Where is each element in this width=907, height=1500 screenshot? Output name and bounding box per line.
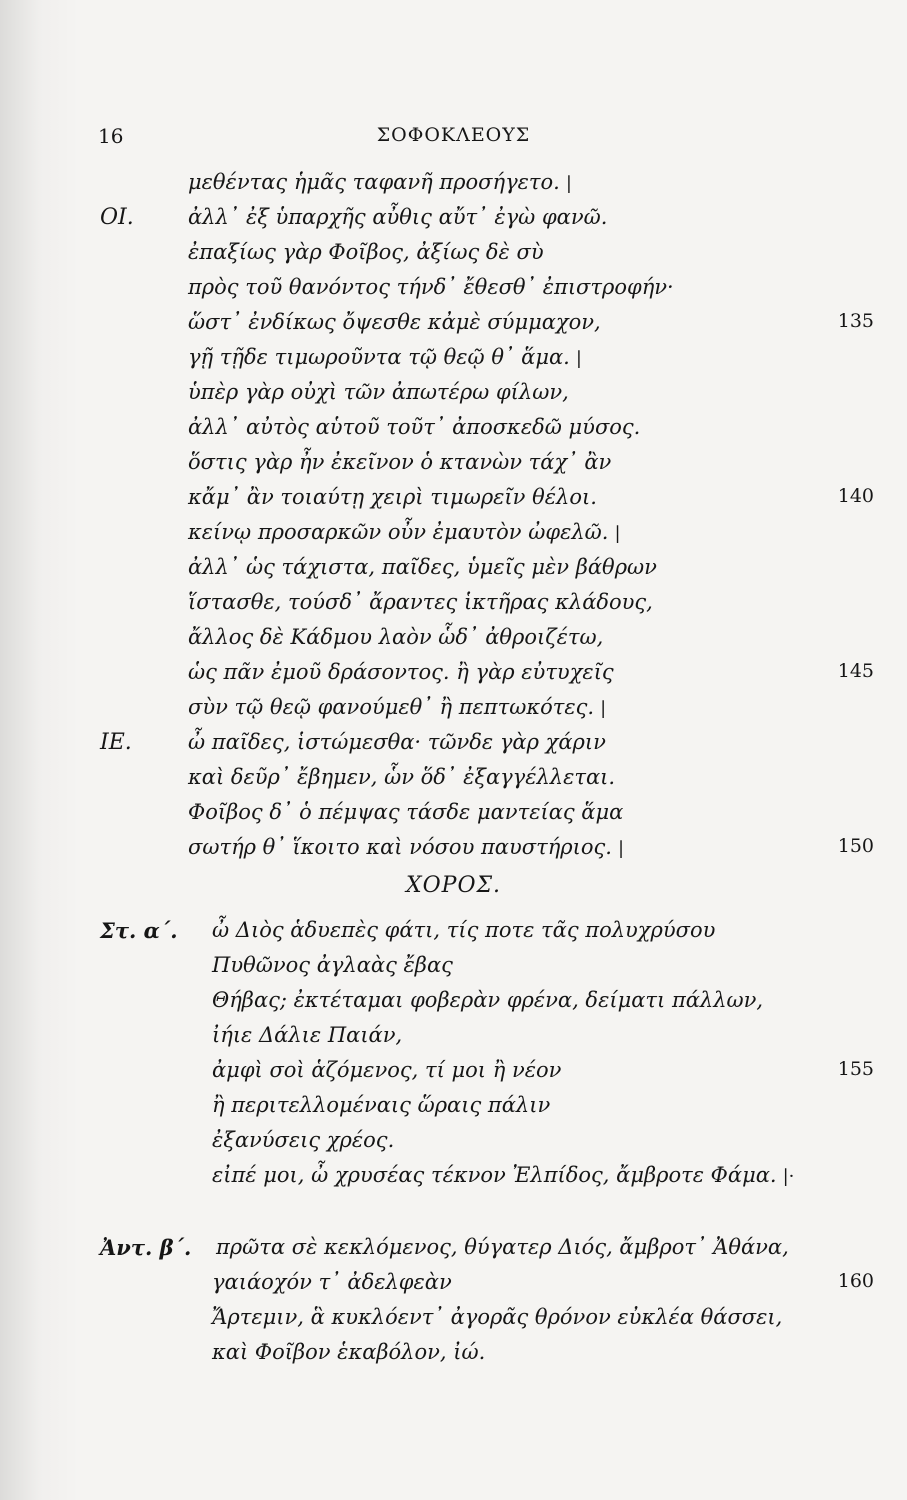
running-title: ΣΟΦΟΚΛΕΟΥΣ xyxy=(376,124,531,146)
section-mark: | xyxy=(614,523,621,544)
verse-line xyxy=(0,170,907,206)
verse-line xyxy=(0,205,907,241)
verse-text: ἀμφὶ σοὶ ἁζόμενος, τί μοι ἢ νέον xyxy=(212,1058,562,1082)
verse-line xyxy=(0,1023,907,1059)
verse-text: καὶ Φοῖβον ἑκαβόλον, ἰώ. xyxy=(212,1340,486,1364)
verse-text: γαιάοχόν τ᾽ ἀδελφεὰν xyxy=(212,1270,452,1294)
page-number: 16 xyxy=(98,124,124,148)
strophe-label: Στ. α΄. xyxy=(100,918,178,943)
speaker-label: ΟΙ. xyxy=(100,205,134,230)
verse-line xyxy=(0,1305,907,1341)
verse-text: πρῶτα σὲ κεκλόμενος, θύγατερ Διός, ἄμβροτ᾽ Ἀθάνα, xyxy=(216,1235,789,1259)
page-header xyxy=(0,124,907,154)
line-number: 160 xyxy=(837,1270,874,1292)
verse-line xyxy=(0,1270,907,1306)
verse-text: ἰήιε Δάλιε Παιάν, xyxy=(212,1023,403,1047)
verse-text: ἵστασθε, τούσδ᾽ ἄραντες ἱκτῆρας κλάδους, xyxy=(188,590,653,614)
line-number: 155 xyxy=(837,1058,874,1080)
verse-text: ὅστις γὰρ ἦν ἐκεῖνον ὁ κτανὼν τάχ᾽ ἂν xyxy=(188,450,612,474)
verse-text: ἀλλ᾽ ὡς τάχιστα, παῖδες, ὑμεῖς μὲν βάθρων xyxy=(188,555,657,579)
verse-text: ἀλλ᾽ αὐτὸς αὑτοῦ τοῦτ᾽ ἀποσκεδῶ μύσος. xyxy=(188,415,641,439)
verse-line xyxy=(0,520,907,556)
verse-line xyxy=(0,625,907,661)
verse-text: ἐξανύσεις χρέος. xyxy=(212,1128,395,1152)
verse-line xyxy=(0,660,907,696)
verse-text: καὶ δεῦρ᾽ ἔβημεν, ὧν ὅδ᾽ ἐξαγγέλλεται. xyxy=(188,765,616,789)
verse-text: ὦ Διὸς ἁδυεπὲς φάτι, τίς ποτε τᾶς πολυχρύσου xyxy=(212,918,716,942)
speaker-label: ΙΕ. xyxy=(100,730,132,755)
section-mark: | xyxy=(575,348,582,369)
verse-line xyxy=(0,1093,907,1129)
chorus-heading: ΧΟΡΟΣ. xyxy=(405,873,502,898)
verse-line xyxy=(0,485,907,521)
verse-text: κἄμ᾽ ἂν τοιαύτῃ χειρὶ τιμωρεῖν θέλοι. xyxy=(188,485,597,509)
verse-line xyxy=(0,590,907,626)
verse-line xyxy=(0,765,907,801)
verse-text: ὥστ᾽ ἐνδίκως ὄψεσθε κἀμὲ σύμμαχον, xyxy=(188,310,601,334)
verse-text: Θήβας; ἐκτέταμαι φοβερὰν φρένα, δείματι πάλλων, xyxy=(212,988,764,1012)
section-mark: |· xyxy=(782,1166,795,1187)
verse-line xyxy=(0,835,907,871)
verse-text: πρὸς τοῦ θανόντος τήνδ᾽ ἔθεσθ᾽ ἐπιστροφήν· xyxy=(188,275,674,299)
verse-text: ὡς πᾶν ἐμοῦ δράσοντος. ἢ γὰρ εὐτυχεῖς xyxy=(188,660,614,684)
verse-line xyxy=(0,730,907,766)
verse-line xyxy=(0,240,907,276)
verse-text xyxy=(188,695,606,719)
verse-words: γῇ τῇδε τιμωροῦντα τῷ θεῷ θ᾽ ἅμα. xyxy=(188,345,570,369)
verse-line xyxy=(0,918,907,954)
line-number: 150 xyxy=(837,835,874,857)
verse-text xyxy=(212,1163,794,1187)
verse-line xyxy=(0,988,907,1024)
verse-text xyxy=(188,520,621,544)
verse-words: κείνῳ προσαρκῶν οὖν ἐμαυτὸν ὠφελῶ. xyxy=(188,520,609,544)
verse-line xyxy=(0,695,907,731)
verse-text: ἄλλος δὲ Κάδμου λαὸν ὧδ᾽ ἀθροιζέτω, xyxy=(188,625,604,649)
section-mark: | xyxy=(617,838,625,859)
verse-line xyxy=(0,1128,907,1164)
verse-line xyxy=(0,1340,907,1376)
line-number: 140 xyxy=(837,485,874,507)
verse-text: ὑπὲρ γὰρ οὐχὶ τῶν ἀπωτέρω φίλων, xyxy=(188,380,569,404)
verse-line xyxy=(0,275,907,311)
verse-text: Πυθῶνος ἀγλαὰς ἔβας xyxy=(212,953,453,977)
verse-line xyxy=(0,1163,907,1199)
verse-line xyxy=(0,415,907,451)
verse-text xyxy=(188,345,582,369)
line-number: 145 xyxy=(837,660,874,682)
section-mark: | xyxy=(565,173,572,194)
verse-line xyxy=(0,380,907,416)
verse-line xyxy=(0,310,907,346)
verse-line xyxy=(0,953,907,989)
verse-text: ὦ παῖδες, ἱστώμεσθα· τῶνδε γὰρ χάριν xyxy=(188,730,606,754)
section-mark: | xyxy=(600,698,607,719)
verse-line xyxy=(0,555,907,591)
verse-words: σὺν τῷ θεῷ φανούμεθ᾽ ἢ πεπτωκότες. xyxy=(188,695,595,719)
verse-words: μεθέντας ἡμᾶς ταφανῆ προσήγετο. xyxy=(188,170,560,194)
verse-line xyxy=(0,450,907,486)
verse-text xyxy=(188,835,624,859)
verse-text: Φοῖβος δ᾽ ὁ πέμψας τάσδε μαντείας ἅμα xyxy=(188,800,624,824)
verse-text: Ἄρτεμιν, ἃ κυκλόεντ᾽ ἀγορᾶς θρόνον εὐκλέα θάσσει, xyxy=(212,1305,783,1329)
verse-line xyxy=(0,345,907,381)
verse-words: σωτήρ θ᾽ ἵκοιτο καὶ νόσου παυστήριος. xyxy=(188,835,612,859)
verse-line xyxy=(0,1058,907,1094)
verse-text: ἢ περιτελλομέναις ὥραις πάλιν xyxy=(212,1093,551,1117)
verse-text: ἐπαξίως γὰρ Φοῖβος, ἀξίως δὲ σὺ xyxy=(188,240,544,264)
line-number: 135 xyxy=(837,310,874,332)
antistrophe-label: Ἀντ. β΄. xyxy=(100,1235,192,1260)
verse-text xyxy=(188,170,572,194)
verse-line xyxy=(0,800,907,836)
verse-text: ἀλλ᾽ ἐξ ὑπαρχῆς αὖθις αὔτ᾽ ἐγὼ φανῶ. xyxy=(188,205,608,229)
verse-words: εἰπέ μοι, ὦ χρυσέας τέκνον Ἐλπίδος, ἄμβροτε Φάμα. xyxy=(212,1163,777,1187)
verse-line xyxy=(0,1235,907,1271)
